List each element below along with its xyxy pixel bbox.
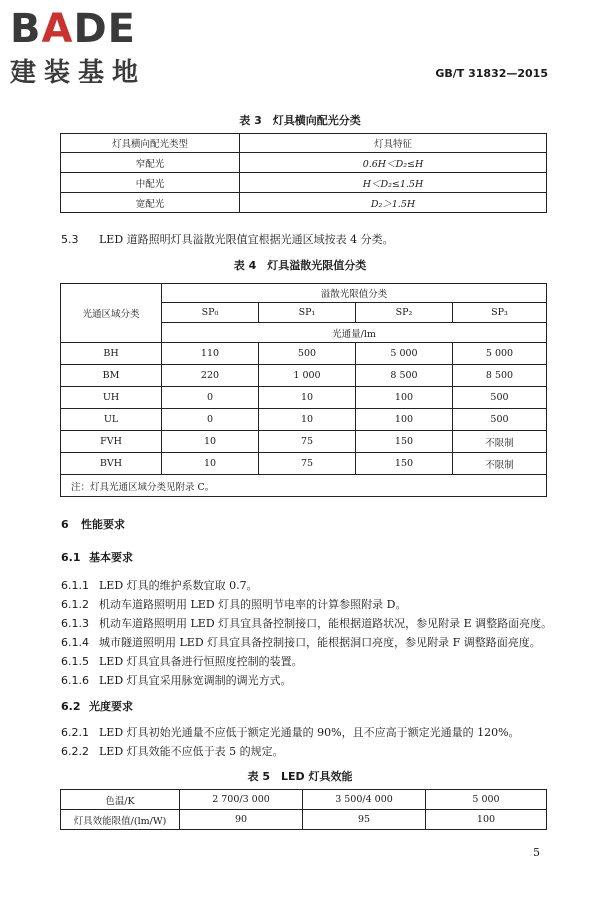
table-row [61,453,547,475]
table3-cell: 中配光 [61,173,240,193]
table5-caption: 表 5 LED 灯具效能 [247,770,353,783]
table4-sp-header: SP₂ [356,303,453,323]
table4-note: 注：灯具光通区域分类见附录 C。 [61,475,547,497]
table4-cell: BH [61,343,162,365]
clause-text: LED 道路照明灯具溢散光限值宜根据光通区域按表 4 分类。 [99,233,394,246]
table4-cell: 不限制 [453,431,547,453]
table3-cell: D₂＞1.5H [240,193,547,213]
table4-cell: 8 500 [356,365,453,387]
standard-code: GB/T 31832—2015 [435,67,548,80]
table4-cell: UH [61,387,162,409]
table-row [61,365,547,387]
clause-text: LED 灯具宜具备进行恒照度控制的装置。 [99,655,303,668]
table3-cell: H＜D₂≤1.5H [240,173,547,193]
table-row [61,193,547,213]
clause-text: LED 灯具的维护系数宜取 0.7。 [99,579,258,592]
table5-cell: 100 [426,810,547,830]
clause-number: 6.1.2 [61,598,89,611]
brand-logo [10,6,175,88]
clause-number: 6.1.1 [61,579,89,592]
table5-cell: 色温/K [61,790,180,810]
table-row [61,343,547,365]
table5-cell: 灯具效能限值/(lm/W) [61,810,180,830]
table-row [61,387,547,409]
table5-cell: 90 [180,810,303,830]
section-title: 性能要求 [81,518,125,531]
clause-6-1-6 [61,672,292,688]
clause-6-1-4 [61,634,541,650]
table4-cell: 8 500 [453,365,547,387]
table4 [60,283,547,497]
logo-tagline: 建装基地 [10,58,147,88]
table4-cell: 10 [259,409,356,431]
paragraph-5-3 [61,231,394,247]
section-number: 6.2 [61,700,81,713]
table3-header: 灯具横向配光类型 [61,134,240,153]
section-6-2-heading [61,698,133,714]
table4-cell: 100 [356,409,453,431]
table4-cell: 0 [162,409,259,431]
table4-cell: 500 [453,387,547,409]
table4-cell: 500 [259,343,356,365]
table5-cell: 3 500/4 000 [303,790,426,810]
table3-header: 灯具特征 [240,134,547,153]
clause-text: LED 灯具宜采用脉宽调制的调光方式。 [99,674,292,687]
table4-cell: 5 000 [356,343,453,365]
table3-cell: 宽配光 [61,193,240,213]
table4-caption: 表 4 灯具溢散光限值分类 [233,259,367,272]
table4-cell: 220 [162,365,259,387]
table4-unit: 光通量/lm [162,323,547,343]
clause-number: 6.1.5 [61,655,89,668]
page-number: 5 [533,846,540,859]
table4-cell: 10 [162,431,259,453]
table4-cell: 1 000 [259,365,356,387]
clause-6-2-2 [61,743,284,759]
table5 [60,789,547,830]
table3-cell: 0.6H＜D₂≤H [240,153,547,173]
table5-cell: 95 [303,810,426,830]
section-6-1-heading [61,549,133,565]
table4-cell: 150 [356,431,453,453]
table4-cell: 10 [162,453,259,475]
table4-cell: 5 000 [453,343,547,365]
table4-cell: 110 [162,343,259,365]
table4-cell: 不限制 [453,453,547,475]
table4-cell: FVH [61,431,162,453]
clause-number: 6.1.3 [61,617,89,630]
clause-6-1-5 [61,653,303,669]
clause-text: 城市隧道照明用 LED 灯具宜具备控制接口，能根据洞口亮度，参见附录 F 调整路面亮度。 [99,636,541,649]
table4-cell: 100 [356,387,453,409]
table-row [61,790,547,810]
table3 [60,133,547,213]
table-row [61,409,547,431]
section-title: 基本要求 [89,551,133,564]
table4-group-header: 溢散光限值分类 [162,284,547,303]
logo-wordmark: BADE [10,6,136,52]
table-row [61,173,547,193]
table4-cell: 10 [259,387,356,409]
clause-text: LED 灯具初始光通量不应低于额定光通量的 90%，且不应高于额定光通量的 120%。 [99,726,520,739]
clause-text: 机动车道路照明用 LED 灯具宜具备控制接口，能根据道路状况，参见附录 E 调整路面亮度。 [99,617,553,630]
clause-6-1-3 [61,615,552,631]
table4-sp-header: SP₃ [453,303,547,323]
table4-cell: 150 [356,453,453,475]
clause-text: 机动车道路照明用 LED 灯具的照明节电率的计算参照附录 D。 [99,598,407,611]
table-row [61,153,547,173]
section-number: 6 [61,518,69,531]
table-row [61,431,547,453]
clause-6-1-1 [61,577,258,593]
table4-cell: 500 [453,409,547,431]
clause-6-1-2 [61,596,406,612]
clause-number: 6.1.4 [61,636,89,649]
table4-sp-header: SP₀ [162,303,259,323]
table5-cell: 2 700/3 000 [180,790,303,810]
table3-caption: 表 3 灯具横向配光分类 [239,114,361,127]
clause-number: 6.1.6 [61,674,89,687]
table4-cell: UL [61,409,162,431]
section-number: 6.1 [61,551,81,564]
table4-row-header: 光通区域分类 [61,284,162,343]
table4-cell: 75 [259,453,356,475]
table-row [61,810,547,830]
table5-cell: 5 000 [426,790,547,810]
table4-cell: BVH [61,453,162,475]
section-6-heading [61,516,125,532]
table4-cell: 75 [259,431,356,453]
table4-cell: BM [61,365,162,387]
section-title: 光度要求 [89,700,133,713]
clause-number: 5.3 [61,233,79,246]
table4-cell: 0 [162,387,259,409]
clause-6-2-1 [61,724,520,740]
clause-text: LED 灯具效能不应低于表 5 的规定。 [99,745,284,758]
clause-number: 6.2.1 [61,726,89,739]
table3-cell: 窄配光 [61,153,240,173]
table4-sp-header: SP₁ [259,303,356,323]
clause-number: 6.2.2 [61,745,89,758]
